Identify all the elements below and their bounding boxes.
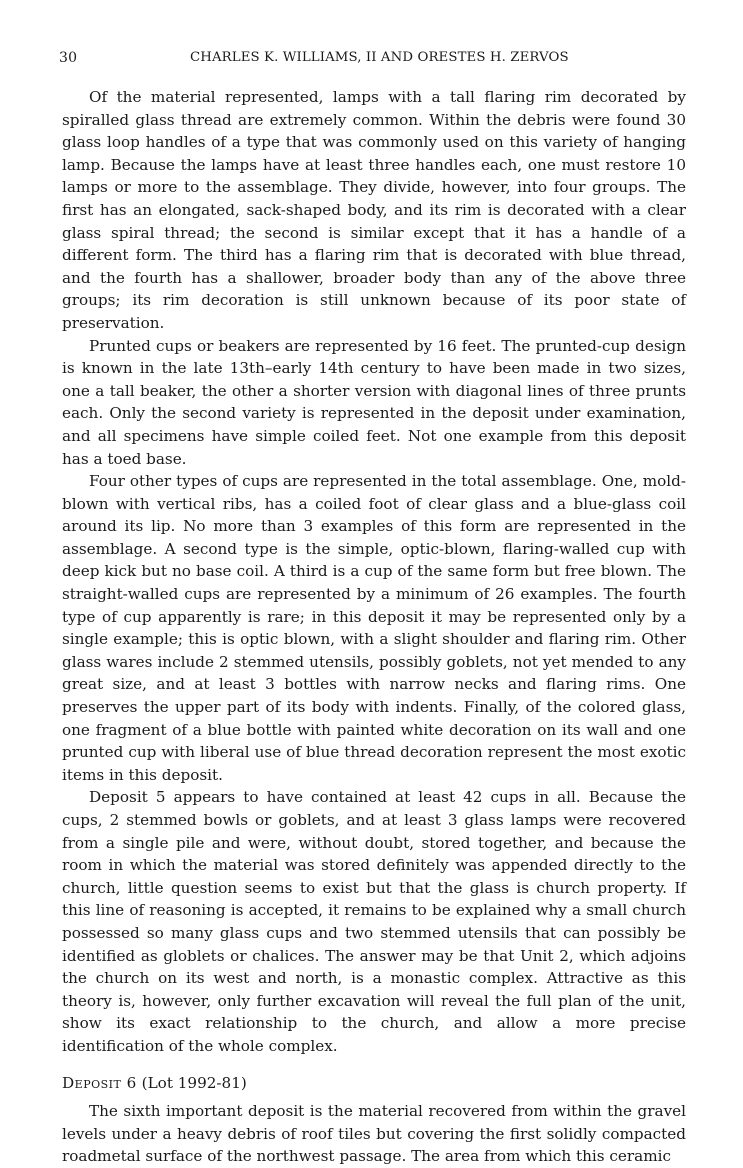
running-head — [59, 50, 686, 74]
running-title: CHARLES K. WILLIAMS, II AND ORESTES H. ZERVOS — [190, 50, 569, 65]
paragraph-deposit-6: The sixth important deposit is the material recovered from within the gravel levels under a heavy debris of roof tiles but covering the first solidly compacted roadmetal surface of the northwest passage. The area from which this ceramic — [62, 1102, 686, 1166]
paragraph-deposit-5: Deposit 5 appears to have contained at least 42 cups in all. Because the cups, 2 stemmed bowls or goblets, and at least 3 glass lamps were recovered from a single pile and were, without doubt, stored together, and because the room in which the material was stored definitely was appended directly to the church, little question seems to exist but that the glass is church property. If this line of reasoning is accepted, it remains to be explained why a small church possessed so many glass cups and two stemmed utensils that can possibly be identified as globlets or chalices. The answer may be that Unit 2, which adjoins the church on its west and north, is a monastic complex. Attractive as this theory is, however, only further excavation will reveal the full plan of the unit, show its exact relationship to the church, and allow a more precise identification of the whole complex. — [62, 788, 686, 1055]
page-number: 30 — [59, 50, 78, 66]
section-label: Deposit 6 — [62, 1073, 137, 1092]
section-heading-deposit-6 — [62, 1072, 686, 1095]
paragraph-lamps: Of the material represented, lamps with a tall flaring rim decorated by spiralled glass thread are extremely common. Within the debris were found 30 glass loop handles of a type that was commonly used on this variety of hanging lamp. Because the lamps have at least three handles each, one must restore 10 lamps or more to the assemblage. They divide, however, into four groups. The first has an elongated, sack-shaped body, and its rim is decorated with a clear glass spiral thread; the second is similar except that it has a handle of a different form. The third has a flaring rim that is decorated with blue thread, and the fourth has a shallower, broader body than any of the above three groups; its rim decoration is still unknown because of its poor state of preservation. — [62, 88, 686, 332]
paragraph-prunted-cups: Prunted cups or beakers are represented by 16 feet. The prunted-cup design is known in the late 13th–early 14th century to have been made in two sizes, one a tall beaker, the other a shorter version with diagonal lines of three prunts each. Only the second variety is represented in the deposit under examination, and all specimens have simple coiled feet. Not one example from this deposit has a toed base. — [62, 336, 686, 468]
body-text — [62, 86, 686, 1168]
page — [59, 50, 686, 1168]
section-lot: (Lot 1992-81) — [141, 1073, 247, 1092]
paragraph-cup-types: Four other types of cups are represented in the total assemblage. One, mold-blown with vertical ribs, has a coiled foot of clear glass and a blue-glass coil around its lip. No more than 3 examples of this form are represented in the assemblage. A second type is the simple, optic-blown, flaring-walled cup with deep kick but no base coil. A third is a cup of the same form but free blown. The straight-walled cups are represented by a minimum of 26 examples. The fourth type of cup apparently is rare; in this deposit it may be represented only by a single example; this is optic blown, with a slight shoulder and flaring rim. Other glass wares include 2 stemmed utensils, possibly goblets, not yet mended to any great size, and at least 3 bottles with narrow necks and flaring rims. One preserves the upper part of its body with indents. Finally, of the colored glass, one fragment of a blue bottle with painted white decoration on its wall and one prunted cup with liberal use of blue thread decoration represent the most exotic items in this deposit. — [62, 472, 686, 784]
